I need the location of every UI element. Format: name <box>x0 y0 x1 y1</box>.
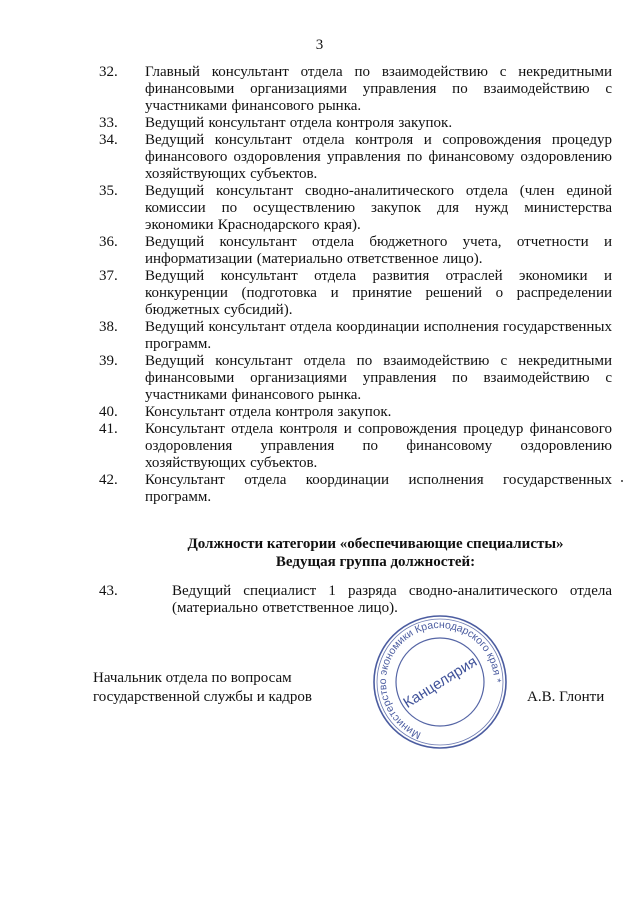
scan-speck <box>621 480 623 482</box>
stamp-ring-text: Министерство экономики Краснодарского края * <box>376 618 504 742</box>
item-text: Консультант отдела координации исполнения государственных программ. <box>145 472 612 505</box>
item-text: Ведущий консультант отдела контроля и сопровождения процедур финансового оздоровления управления по финансовому оздоровлению хозяйствующих субъектов. <box>145 132 612 182</box>
item-text: Ведущий консультант отдела координации исполнения государственных программ. <box>145 319 612 352</box>
item-number: 43. <box>99 583 118 599</box>
item-number: 35. <box>99 183 118 199</box>
page-number: 3 <box>315 37 324 53</box>
item-number: 34. <box>99 132 118 148</box>
item-number: 36. <box>99 234 118 250</box>
signatory-position <box>93 669 312 707</box>
item-text: Ведущий консультант отдела развития отраслей экономики и конкуренции (подготовка и принятие решений о распределении бюджетных субсидий). <box>145 268 612 318</box>
stamp-center-text: Канцелярия <box>400 653 481 712</box>
list-item <box>0 472 639 506</box>
list-item <box>0 353 639 404</box>
item-text: Консультант отдела контроля и сопровождения процедур финансового оздоровления управления по финансовому оздоровлению хозяйствующих субъектов. <box>145 421 612 471</box>
office-stamp <box>370 612 510 752</box>
item-text: Ведущий консультант сводно-аналитического отдела (член единой комиссии по осуществлению закупок для нужд министерства экономики Краснодарского края). <box>145 183 612 233</box>
item-text: Ведущий консультант отдела контроля закупок. <box>145 115 453 131</box>
item-number: 38. <box>99 319 118 335</box>
list-item <box>0 583 639 617</box>
signatory-position-line1: Начальник отдела по вопросам <box>93 670 292 686</box>
item-number: 41. <box>99 421 118 437</box>
item-text: Консультант отдела контроля закупок. <box>145 404 392 420</box>
section-heading-category: Должности категории «обеспечивающие специалисты» <box>187 536 564 552</box>
list-item <box>0 234 639 268</box>
signatory-name: А.В. Глонти <box>527 689 605 705</box>
item-number: 40. <box>99 404 118 420</box>
list-item <box>0 115 639 132</box>
section-heading-group: Ведущая группа должностей: <box>275 554 476 570</box>
list-item <box>0 183 639 234</box>
item-text: Ведущий консультант отдела бюджетного учета, отчетности и информатизации (материально ответственное лицо). <box>145 234 612 267</box>
positions-list <box>0 64 639 506</box>
list-item <box>0 268 639 319</box>
item-number: 33. <box>99 115 118 131</box>
signatory-position-line2: государственной службы и кадров <box>93 689 312 705</box>
list-item <box>0 64 639 115</box>
item-text: Главный консультант отдела по взаимодействию с некредитными финансовыми организациями управления по взаимодействию с участниками финансового рынка. <box>145 64 612 114</box>
list-item <box>0 319 639 353</box>
list-item <box>0 421 639 472</box>
item-number: 39. <box>99 353 118 369</box>
item-text: Ведущий специалист 1 разряда сводно-аналитического отдела (материально ответственное лицо). <box>172 583 612 616</box>
item-number: 37. <box>99 268 118 284</box>
item-text: Ведущий консультант отдела по взаимодействию с некредитными финансовыми организациями управления по взаимодействию с участниками финансового рынка. <box>145 353 612 403</box>
item-number: 32. <box>99 64 118 80</box>
list-item <box>0 132 639 183</box>
item-number: 42. <box>99 472 118 488</box>
list-item <box>0 404 639 421</box>
